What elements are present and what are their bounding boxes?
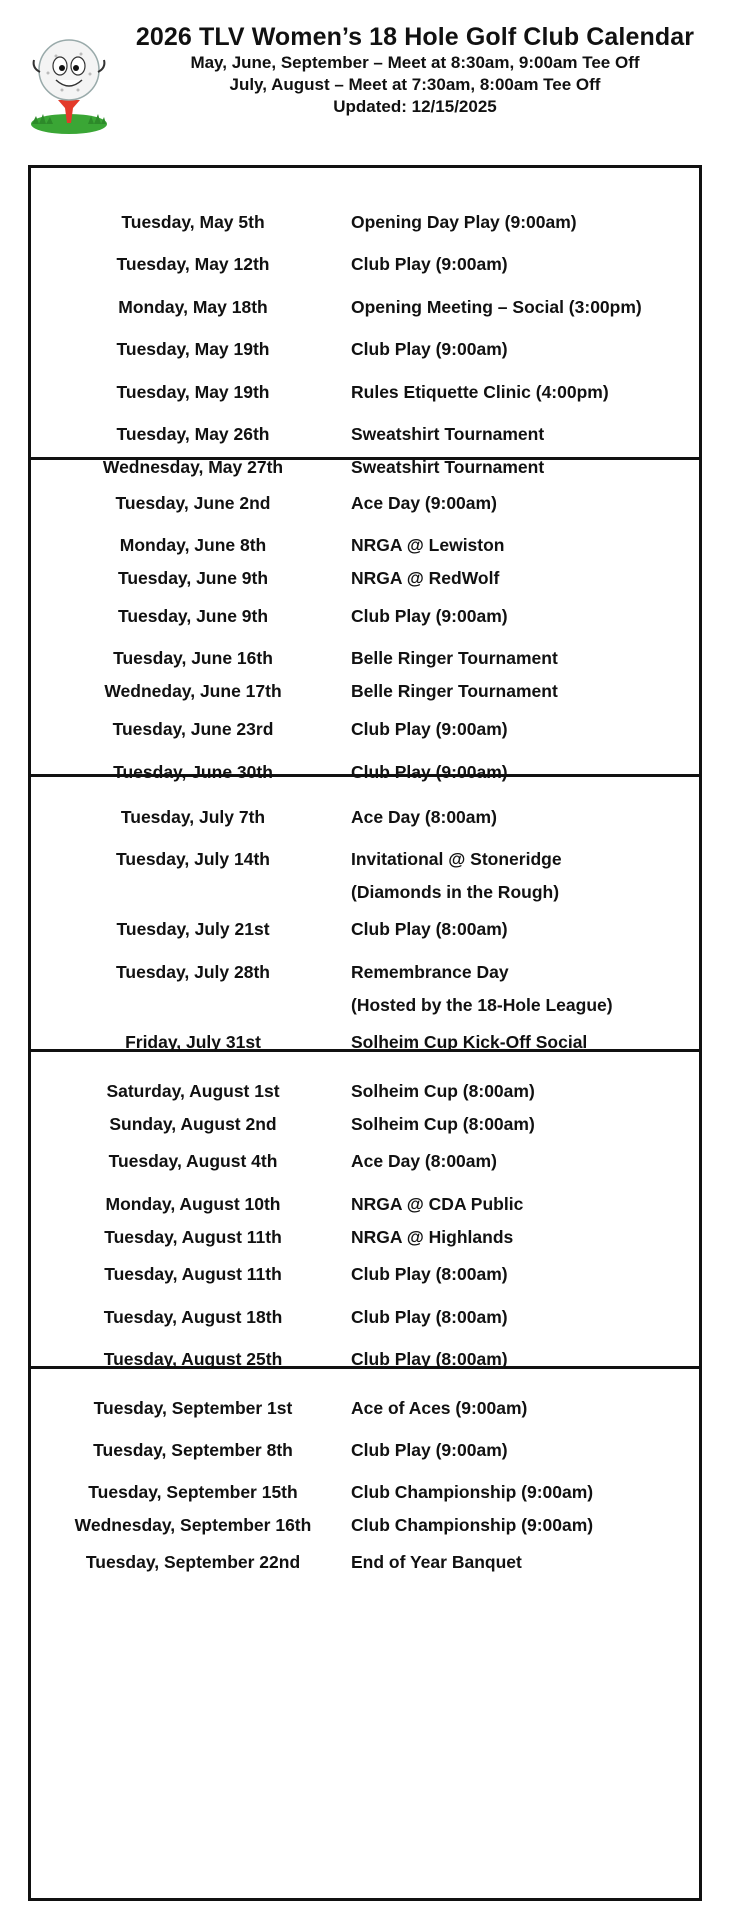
event-text: Club Play (9:00am) xyxy=(351,254,508,274)
event-description xyxy=(351,291,642,324)
golf-ball-mascot-icon xyxy=(26,28,112,138)
event-date xyxy=(43,801,343,834)
event-description xyxy=(351,801,497,834)
date-text: Tuesday, September 22nd xyxy=(85,1552,301,1572)
event-text: NRGA @ Lewiston xyxy=(351,535,505,555)
event-text: NRGA @ RedWolf xyxy=(351,568,500,588)
event-text: Belle Ringer Tournament xyxy=(351,648,558,668)
date-text: Tuesday, July 28th xyxy=(116,962,270,982)
month-section-june xyxy=(31,460,699,782)
event-text: Club Play (8:00am) xyxy=(351,919,508,939)
event-description xyxy=(351,1434,508,1467)
date-text: Tuesday, September 1st xyxy=(93,1398,293,1418)
event-text: Ace Day (8:00am) xyxy=(351,807,497,827)
page-title: 2026 TLV Women’s 18 Hole Golf Club Calendar xyxy=(135,23,695,51)
event-text: Club Play (9:00am) xyxy=(351,719,508,739)
date-text: Tuesday, July 7th xyxy=(120,807,266,827)
schedule-note-2: July, August – Meet at 7:30am, 8:00am Tee Off xyxy=(229,75,601,94)
event-date xyxy=(43,642,343,708)
event-date xyxy=(43,333,343,366)
event-text: Club Play (9:00am) xyxy=(351,606,508,626)
date-text: Tuesday, August 25th xyxy=(103,1349,283,1369)
event-date xyxy=(43,206,343,239)
event-text: (Diamonds in the Rough) xyxy=(351,882,560,902)
event-text: Ace Day (9:00am) xyxy=(351,493,497,513)
date-text: Tuesday, June 2nd xyxy=(115,493,271,513)
event-description xyxy=(351,913,508,946)
date-text: Tuesday, June 9th xyxy=(117,568,269,588)
event-text: Solheim Cup (8:00am) xyxy=(351,1081,535,1101)
event-description xyxy=(351,1145,497,1178)
event-text: Rules Etiquette Clinic (4:00pm) xyxy=(351,382,609,402)
event-date xyxy=(43,376,343,409)
event-description xyxy=(351,1546,522,1579)
event-text: Club Championship (9:00am) xyxy=(351,1515,594,1535)
event-description xyxy=(351,248,508,281)
event-description xyxy=(351,1392,527,1425)
event-text: Club Play (8:00am) xyxy=(351,1264,508,1284)
date-text: Saturday, August 1st xyxy=(106,1081,280,1101)
event-date xyxy=(43,600,343,633)
event-date xyxy=(43,1145,343,1178)
event-text: Club Play (9:00am) xyxy=(351,1440,508,1460)
date-text: Tuesday, August 4th xyxy=(108,1151,278,1171)
date-text: Tuesday, June 9th xyxy=(117,606,269,626)
event-text: Club Play (9:00am) xyxy=(351,339,508,359)
event-description xyxy=(351,1188,523,1254)
event-date xyxy=(43,1188,343,1254)
event-description xyxy=(351,206,577,239)
event-date xyxy=(43,843,343,876)
date-text: Tuesday, May 12th xyxy=(116,254,270,274)
date-text: Sunday, August 2nd xyxy=(109,1114,277,1134)
month-section-august xyxy=(31,1052,699,1369)
event-description xyxy=(351,333,508,366)
event-description xyxy=(351,642,558,708)
date-text: Tuesday, August 18th xyxy=(103,1307,283,1327)
date-text: Tuesday, June 23rd xyxy=(112,719,274,739)
event-description xyxy=(351,487,497,520)
date-text: Tuesday, May 19th xyxy=(116,382,270,402)
date-text: Wedneday, June 17th xyxy=(104,681,282,701)
event-description xyxy=(351,376,609,409)
event-date xyxy=(43,1434,343,1467)
date-text: Monday, August 10th xyxy=(105,1194,281,1214)
event-text: Club Play (9:00am) xyxy=(351,762,508,782)
event-description xyxy=(351,1476,593,1542)
date-text: Monday, May 18th xyxy=(118,297,268,317)
date-text: Tuesday, September 8th xyxy=(93,1440,293,1460)
date-text: Wednesday, September 16th xyxy=(74,1515,312,1535)
schedule-note-1: May, June, September – Meet at 8:30am, 9:00am Tee Off xyxy=(190,53,640,72)
event-text: Ace of Aces (9:00am) xyxy=(351,1398,528,1418)
date-text: Tuesday, September 15th xyxy=(88,1482,298,1502)
event-date xyxy=(43,248,343,281)
date-text: Tuesday, August 11th xyxy=(104,1264,282,1284)
event-description xyxy=(351,843,562,909)
month-section-july xyxy=(31,777,699,1052)
event-date xyxy=(43,1392,343,1425)
calendar-header xyxy=(0,0,737,160)
event-text: NRGA @ Highlands xyxy=(351,1227,514,1247)
event-text: Club Play (8:00am) xyxy=(351,1307,508,1327)
date-text: Tuesday, August 11th xyxy=(104,1227,282,1247)
event-date xyxy=(43,1476,343,1542)
event-date xyxy=(43,487,343,520)
event-text: Club Play (8:00am) xyxy=(351,1349,508,1369)
event-date xyxy=(43,1546,343,1579)
header-text-block xyxy=(110,22,720,118)
date-text: Monday, June 8th xyxy=(119,535,267,555)
event-date xyxy=(43,956,343,989)
date-text: Tuesday, May 26th xyxy=(116,424,270,444)
event-text: Solheim Cup Kick-Off Social xyxy=(351,1032,588,1052)
event-text: Remembrance Day xyxy=(351,962,509,982)
event-description xyxy=(351,529,505,595)
event-text: Club Championship (9:00am) xyxy=(351,1482,594,1502)
event-description xyxy=(351,1258,508,1291)
date-text: Tuesday, July 21st xyxy=(116,919,270,939)
event-text: Belle Ringer Tournament xyxy=(351,681,558,701)
event-description xyxy=(351,713,508,746)
date-text: Wednesday, May 27th xyxy=(102,457,284,477)
event-description xyxy=(351,1075,535,1141)
event-description xyxy=(351,1301,508,1334)
event-description xyxy=(351,600,508,633)
event-text: End of Year Banquet xyxy=(351,1552,522,1572)
event-date xyxy=(43,713,343,746)
event-date xyxy=(43,1258,343,1291)
calendar-table xyxy=(28,165,702,1901)
event-text: Sweatshirt Tournament xyxy=(351,457,545,477)
event-description xyxy=(351,956,613,1022)
date-text: Tuesday, May 19th xyxy=(116,339,270,359)
date-text: Tuesday, July 14th xyxy=(116,849,270,869)
event-date xyxy=(43,1301,343,1334)
event-date xyxy=(43,913,343,946)
event-text: Solheim Cup (8:00am) xyxy=(351,1114,535,1134)
updated-date: Updated: 12/15/2025 xyxy=(333,97,497,116)
event-text: Ace Day (8:00am) xyxy=(351,1151,497,1171)
event-text: Invitational @ Stoneridge xyxy=(351,849,562,869)
event-text: Opening Day Play (9:00am) xyxy=(351,212,577,232)
event-text: Sweatshirt Tournament xyxy=(351,424,545,444)
event-date xyxy=(43,529,343,595)
event-text: (Hosted by the 18-Hole League) xyxy=(351,995,613,1015)
date-text: Tuesday, June 30th xyxy=(113,762,273,782)
month-section-may xyxy=(31,168,699,477)
event-date xyxy=(43,291,343,324)
date-text: Tuesday, May 5th xyxy=(121,212,265,232)
event-text: Opening Meeting – Social (3:00pm) xyxy=(351,297,642,317)
date-text: Friday, July 31st xyxy=(125,1032,261,1052)
event-text: NRGA @ CDA Public xyxy=(351,1194,524,1214)
month-section-september xyxy=(31,1369,699,1898)
date-text: Tuesday, June 16th xyxy=(113,648,273,668)
event-date xyxy=(43,1075,343,1141)
